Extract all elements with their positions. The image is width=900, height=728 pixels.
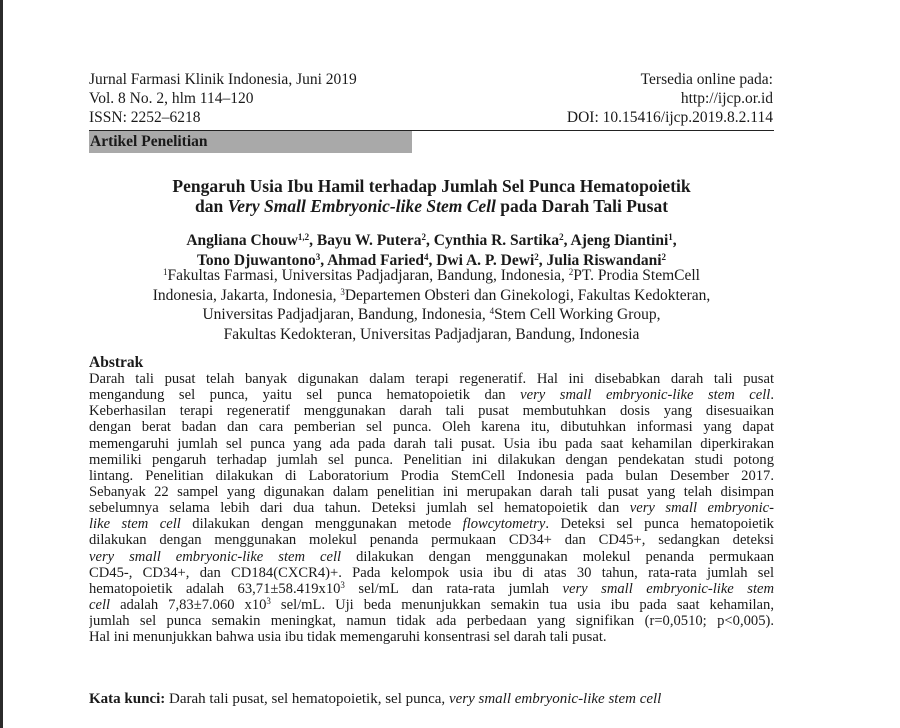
abstract-line: memiliki pengaruh terhadap jumlah sel punca. Penelitian ini dilakukan dengan pendekatan studi potong [89,451,774,468]
abstract-line: CD45-, CD34+, dan CD184(CXCR4)+. Pada kelompok usia ibu di atas 30 tahun, rata-rata jumlah sel [89,564,774,581]
author-name: Tono Djuwantono [196,251,316,269]
keywords-italic: very small embryonic-like stem cell [448,691,662,707]
author-list [89,231,774,270]
abstract-text: dilakukan dengan menggunakan metode [180,516,463,533]
paper-title [89,176,774,216]
title-text: pada Darah Tali Pusat [495,196,669,216]
journal-url[interactable]: http://ijcp.or.id [680,90,773,107]
abstract-line: dengan berat badan dan cara pemberian sel punca. Oleh karena itu, dibutuhkan informasi yang dapat [89,419,774,436]
author-sup: 4 [423,251,429,262]
affiliation-line [89,266,774,286]
online-label: Tersedia online pada: [640,71,773,88]
author-line-1: Angliana Chouw$^{1,2}$, Bayu W. Putera$^2$, Cynthia R. Sartika$^2$, Ajeng Diantini$^1$, [186,232,677,249]
author-sup: 1,2 [297,232,310,242]
abstract-text: adalah 7,83±7.060 x10 [110,596,267,613]
abstract-line [89,597,774,613]
affil-text: Universitas Padjadjaran, Bandung, Indonesia, [202,306,490,323]
title-italic: Very Small Embryonic-like Stem Cell [227,196,496,216]
abstract-text: mengandung sel punca, yaitu sel punca hematopoietik dan [89,387,521,404]
abstract-italic: like stem cell [89,516,181,533]
affil-sup: 4 [489,306,495,316]
journal-issn: ISSN: 2252–6218 [89,109,201,126]
abstract-body [89,371,774,645]
author-name: Dwi A. P. Dewi [436,251,535,269]
abstract-line [89,516,774,532]
abstract-italic: flowcytometry [462,516,546,533]
keywords-label: Kata kunci: [89,691,166,707]
affiliation-line [89,286,774,306]
abstract-italic: very small embryonic-like stem cell [89,548,342,565]
title-line-1: Pengaruh Usia Ibu Hamil terhadap Jumlah Sel Punca Hematopoietik [172,176,691,196]
author-name: Cynthia R. Sartika [433,232,560,249]
affil-text: PT. Prodia StemCell [573,267,700,284]
abstract-text: sel/mL dan rata-rata jumlah [344,580,563,597]
title-text: dan [194,196,228,216]
abstract-text: . [770,387,774,404]
abstract-text: hematopoietik adalah 63,71±58.419x10 [89,580,341,597]
author-name: Bayu W. Putera [316,232,422,249]
abstract-line [89,549,774,565]
abstract-italic: very small embryonic-like stem cell [520,387,771,404]
author-sup: 2 [661,251,667,262]
online-info [567,70,773,127]
keywords [89,690,661,709]
author-sup: 2 [421,232,427,242]
abstract-line: Hal ini menunjukkan bahwa usia ibu tidak memengaruhi konsentrasi sel darah tali pusat. [89,629,607,646]
keywords-text: Darah tali pusat, sel hematopoietik, sel punca, [165,691,449,707]
author-line-2: Tono Djuwantono$^3$, Ahmad Faried$^4$, Dwi A. P. Dewi$^2$, Julia Riswandani$^2$ [196,251,667,269]
affil-text: Fakultas Farmasi, Universitas Padjadjaran, Bandung, Indonesia, [167,267,569,284]
abstract-italic: cell [89,596,111,613]
abstract-line: dilakukan dengan menggunakan molekul penanda permukaan CD34+ dan CD45+, sedangkan deteksi [89,532,774,549]
abstract-sup: 3 [266,596,271,606]
abstract-text: . Deteksi sel punca hematopoietik [545,516,774,533]
affil-text: Stem Cell Working Group, [494,306,661,323]
abstract-italic: very small embryonic- [629,500,774,517]
author-sup: 2 [559,232,564,242]
abstract-text: sebelumnya selama lebih dari dua tahun. Deteksi jumlah sel hematopoietik dan [89,500,630,517]
abstract-line: memengaruhi jumlah sel punca yang ada pada darah tali pusat. Usia ibu pada saat kehamilan diperkirakan [89,435,774,452]
author-name: Julia Riswandani [546,251,662,269]
author-name: Ahmad Faried [327,251,424,269]
affil-sup: 1 [163,267,168,277]
abstract-text: dilakukan dengan menggunakan molekul penanda permukaan [341,548,774,565]
journal-doi[interactable]: DOI: 10.15416/ijcp.2019.8.2.114 [566,109,773,126]
affiliations [89,266,774,344]
affiliation-line [89,305,774,325]
abstract-line [89,387,774,403]
abstract-line [89,581,774,597]
abstract-line: jumlah sel punca semakin meningkat, namun tidak ada perbedaan yang signifikan (r=0,0510; p<0,005). [89,613,774,630]
abstract-italic: very small embryonic-like stem [562,580,774,597]
window-left-border [0,0,3,728]
affil-sup: 3 [340,286,345,297]
section-label: Artikel Penelitian [89,131,412,153]
abstract-sup: 3 [340,580,345,590]
abstract-line: Darah tali pusat telah banyak digunakan dalam terapi regeneratif. Hal ini disebabkan darah tali pusat [89,371,774,387]
abstract-line: Keberhasilan terapi regeneratif menggunakan darah tali pusat membutuhkan dosis yang disesuaikan [89,403,774,420]
abstract-line: Sebanyak 22 sampel yang digunakan dalam penelitian ini merupakan darah tali pusat yang telah disimpan [89,483,774,500]
journal-name: Jurnal Farmasi Klinik Indonesia, Juni 2019 [89,71,357,88]
abstract-heading: Abstrak [89,354,144,371]
affiliation-line: Fakultas Kedokteran, Universitas Padjadjaran, Bandung, Indonesia [223,325,640,343]
author-sup: 3 [315,251,321,262]
abstract-text: sel/mL. Uji beda menunjukkan semakin tua usia ibu pada saat kehamilan, [270,596,774,613]
affil-sup: 2 [568,267,574,277]
abstract-line [89,500,774,516]
affil-text: Departemen Obsteri dan Ginekologi, Fakultas Kedokteran, [344,286,711,304]
author-name: Angliana Chouw [186,232,298,249]
title-line-2 [89,196,774,216]
author-sup: 1 [668,232,673,242]
affil-text: Indonesia, Jakarta, Indonesia, [152,286,341,304]
author-sup: 2 [534,251,539,262]
journal-info [89,70,357,127]
author-name: Ajeng Diantini [570,232,669,249]
journal-volume: Vol. 8 No. 2, hlm 114–120 [89,90,254,107]
abstract-line: lintang. Penelitian dilakukan di Laboratorium Prodia StemCell Indonesia pada bulan Desember 2017. [89,467,774,484]
